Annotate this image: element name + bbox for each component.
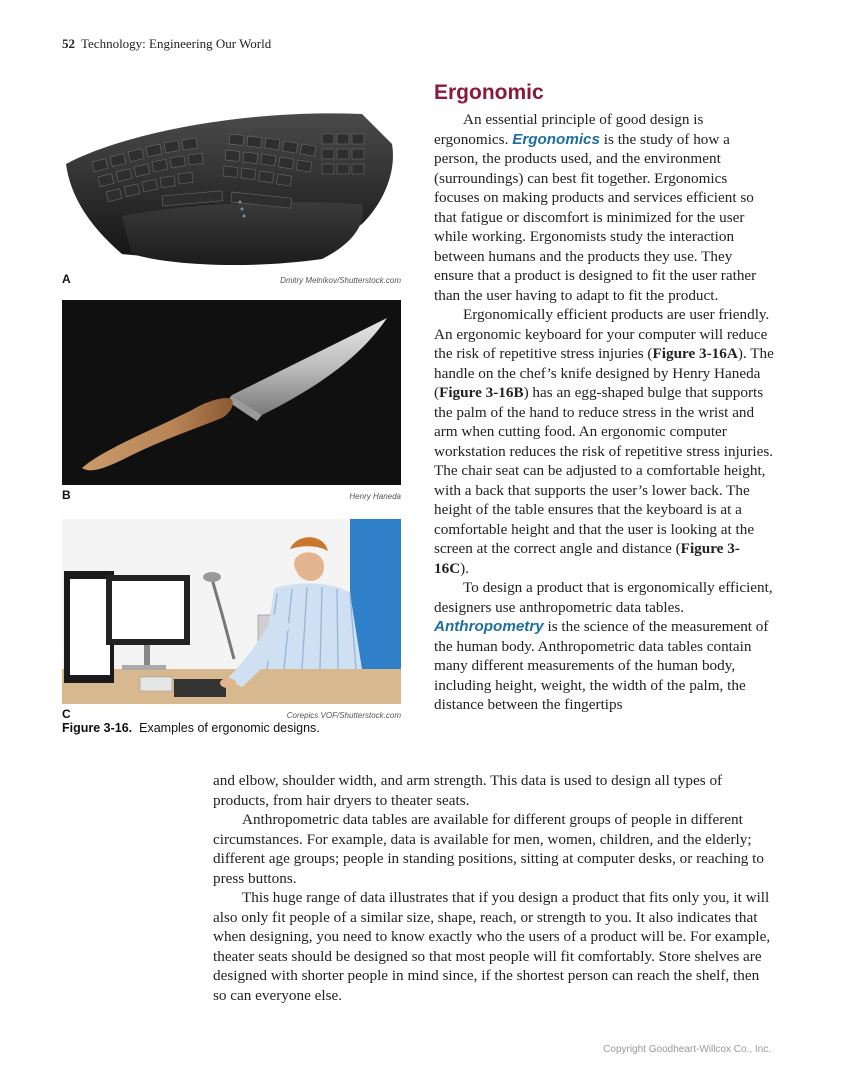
p2-text-a: Ergonomically efficient products are user friendly. An ergonomic keyboard for your computer will reduce the risk of repetitive stress injuries (: [434, 306, 770, 362]
paragraph-3: [434, 578, 774, 715]
term-ergonomics: Ergonomics: [512, 130, 600, 148]
keyboard-photo: [62, 104, 401, 269]
p2-text-b: ). The handle on the chef’s knife designed by Henry Haneda (: [434, 345, 774, 401]
figure-b: [62, 300, 401, 502]
figure-caption-text: Examples of ergonomic designs.: [139, 721, 320, 735]
term-anthropometry: Anthropometry: [434, 618, 544, 635]
figure-a-letter: A: [62, 272, 71, 286]
figure-ref-b: Figure 3-16B: [439, 384, 524, 401]
figure-c-credit: Corepics VOF/Shutterstock.com: [286, 711, 401, 720]
figure-b-credit: Henry Haneda: [349, 492, 401, 501]
figure-b-caption-row: [62, 488, 401, 502]
p1-text-b: is the study of how a person, the products used, and the environment (surroundings) can best fit together. Ergonomics focuses on making products and services efficient so that fatigue or discomfort is minimized for the user while working. Ergonomists study the interaction between humans and the products they use. They ensure that a product is designed to fit the user rather than the user having to adapt to fit the product.: [434, 130, 757, 304]
workstation-illustration: [62, 519, 401, 704]
keyboard-illustration: [62, 104, 401, 269]
paragraph-4: Anthropometric data tables are available for different groups of people in different circumstances. For example, data is available for men, women, children, and the elderly; different age groups; people in standing positions, sitting at computer desks, or reaching to press buttons.: [213, 811, 764, 887]
paragraph-2: [434, 305, 774, 578]
figure-a-caption-row: [62, 272, 401, 286]
figure-b-letter: B: [62, 488, 71, 502]
page-number: 52: [62, 36, 75, 51]
figure-c-letter: C: [62, 707, 71, 721]
figure-caption: [62, 721, 320, 735]
full-width-text: [213, 771, 775, 1005]
figure-c-caption-row: [62, 707, 401, 721]
figure-ref-c: Figure 3-16C: [434, 540, 740, 577]
p1-text-a: An essential principle of good design is ergonomics.: [434, 111, 704, 148]
copyright-footer: Copyright Goodheart-Willcox Co., Inc.: [603, 1044, 771, 1055]
p3-text-b: is the science of the measurement of the human body. Anthropometric data tables contain many different measurements of the human body, including height, weight, the width of the palm, the distance between the fingertips: [434, 618, 769, 713]
p2-text-c: ) has an egg-shaped bulge that supports the palm of the hand to reduce stress in the wrist and arm when cutting food. An ergonomic computer workstation reduces the risk of repetitive stress injuries. The chair seat can be adjusted to a comfortable height, with a back that supports the user’s lower back. The height of the table ensures that the keyboard is at a comfortable height and that the user is looking at the screen at the correct angle and distance (: [434, 384, 774, 557]
figure-a: [62, 104, 401, 286]
paragraph-3-continued: and elbow, shoulder width, and arm strength. This data is used to design all types of products, from hair dryers to theater seats.: [213, 772, 723, 809]
figure-caption-label: Figure 3-16.: [62, 721, 133, 735]
running-title: Technology: Engineering Our World: [81, 36, 272, 51]
running-header: [62, 36, 271, 52]
workstation-photo: [62, 519, 401, 704]
figure-c: [62, 519, 401, 721]
paragraph-1: [434, 110, 774, 305]
section-heading: Ergonomic: [434, 81, 544, 104]
knife-illustration: [62, 300, 401, 485]
paragraph-5: This huge range of data illustrates that if you design a product that fits only you, it will also only fit people of a similar size, shape, reach, or strength to you. It also indicates that when designing, you need to know exactly who the users of a product will be. For example, theater seats should be designed so that most people will fit comfortably. Store shelves are designed with shorter people in mind since, if the shortest person can reach the shelf, then so can everyone else.: [213, 889, 771, 1004]
figure-ref-a: Figure 3-16A: [652, 345, 738, 362]
right-column: [434, 110, 774, 715]
p2-text-d: ).: [460, 559, 470, 577]
figure-a-credit: Dmitry Melnikov/Shutterstock.com: [280, 276, 401, 285]
knife-photo: [62, 300, 401, 485]
p3-text-a: To design a product that is ergonomically efficient, designers use anthropometric data tables.: [434, 579, 773, 616]
